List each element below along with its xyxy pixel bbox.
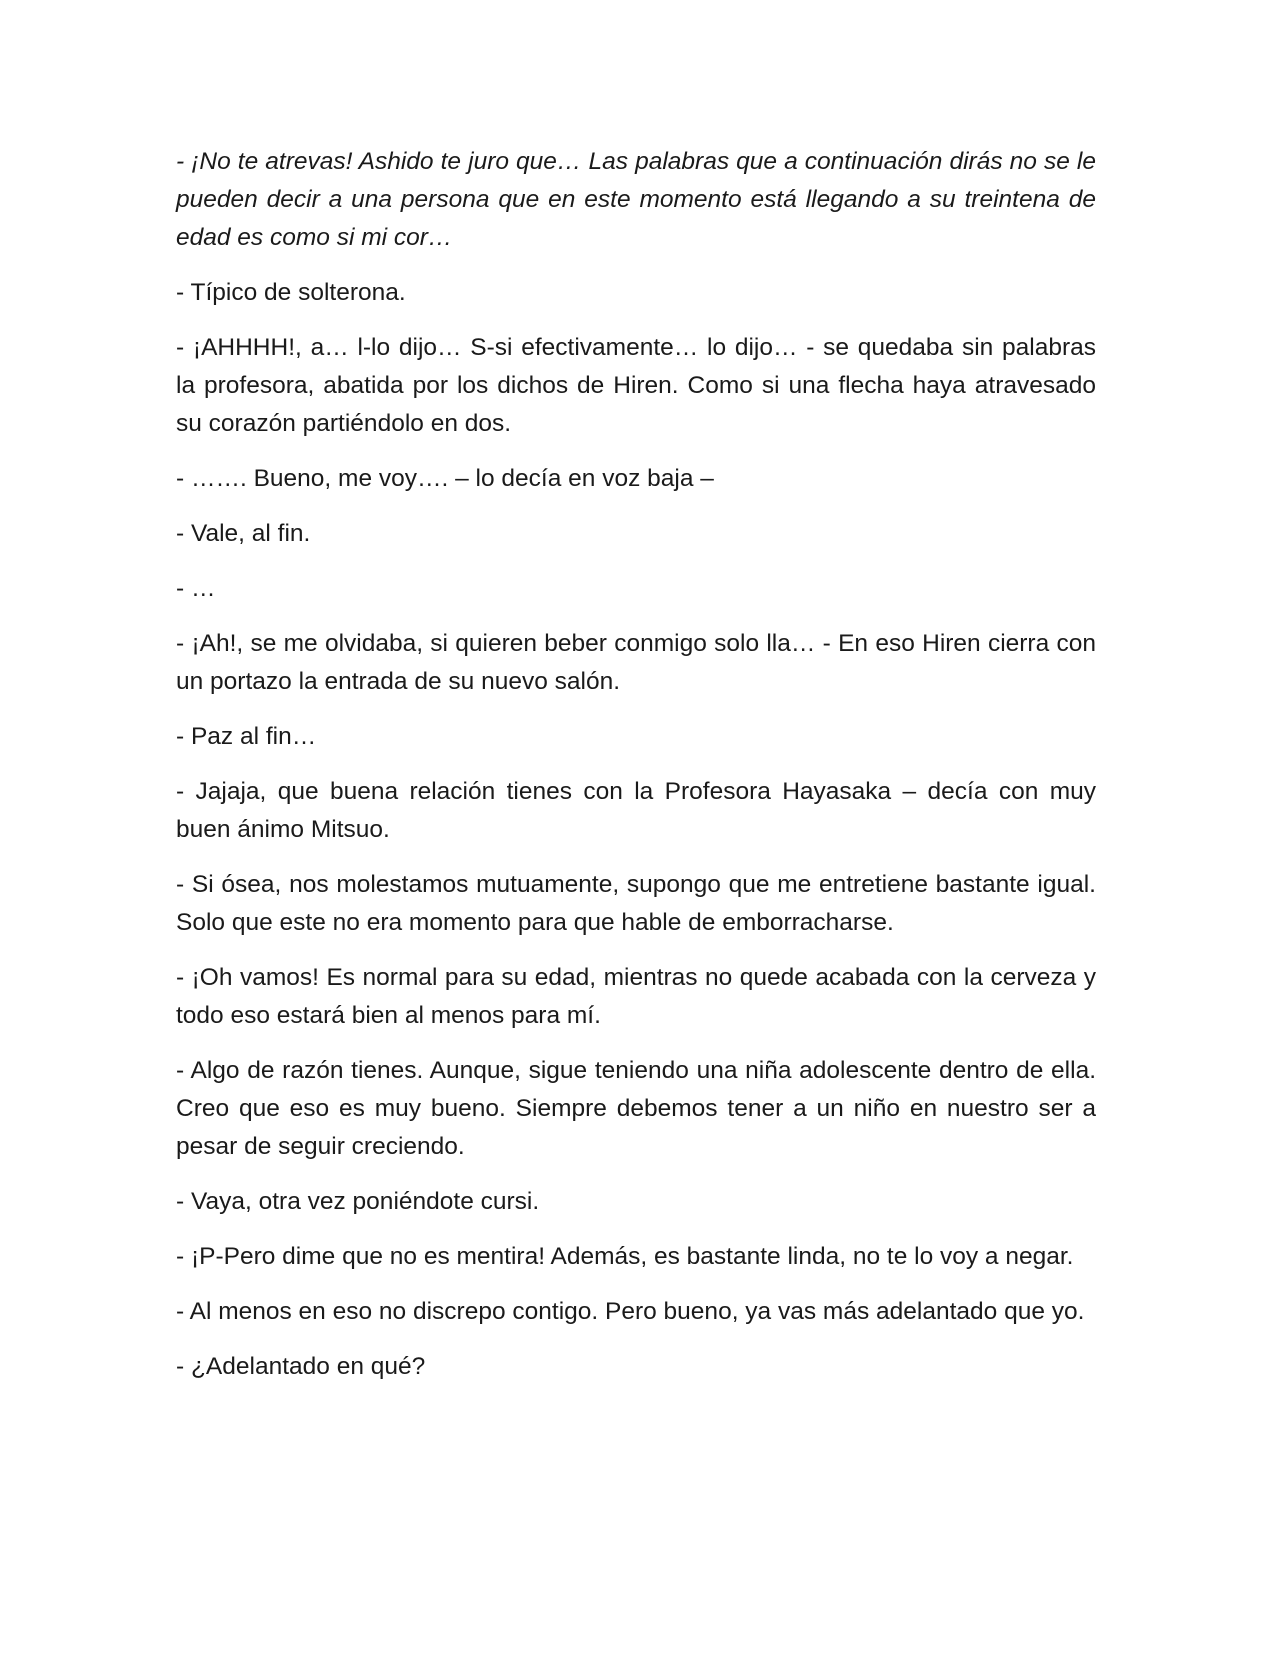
paragraph-10: - Si ósea, nos molestamos mutuamente, supongo que me entretiene bastante igual. Solo que este no era momento para que hable de emborracharse. <box>176 871 1096 936</box>
paragraph-13: - Vaya, otra vez poniéndote cursi. <box>176 1188 540 1215</box>
paragraph-2: - Típico de solterona. <box>176 279 406 306</box>
paragraph-12: - Algo de razón tienes. Aunque, sigue teniendo una niña adolescente dentro de ella. Creo que eso es muy bueno. Siempre debemos tener a un niño en nuestro ser a pesar de seguir creciendo. <box>176 1057 1096 1160</box>
paragraph-9: - Jajaja, que buena relación tienes con la Profesora Hayasaka – decía con muy buen ánimo Mitsuo. <box>176 778 1096 843</box>
paragraph-7: - ¡Ah!, se me olvidaba, si quieren beber conmigo solo lla… - En eso Hiren cierra con un portazo la entrada de su nuevo salón. <box>176 630 1096 695</box>
paragraph-11: - ¡Oh vamos! Es normal para su edad, mientras no quede acabada con la cerveza y todo eso estará bien al menos para mí. <box>176 964 1096 1029</box>
document-page <box>176 143 1096 1403</box>
paragraph-4: - ……. Bueno, me voy…. – lo decía en voz baja – <box>176 465 714 492</box>
paragraph-6: - … <box>176 575 216 602</box>
paragraph-3: - ¡AHHHH!, a… l-lo dijo… S-si efectivamente… lo dijo… - se quedaba sin palabras la profesora, abatida por los dichos de Hiren. Como si una flecha haya atravesado su corazón partiéndolo en dos. <box>176 334 1096 437</box>
paragraph-15: - Al menos en eso no discrepo contigo. Pero bueno, ya vas más adelantado que yo. <box>176 1298 1085 1325</box>
paragraph-5: - Vale, al fin. <box>176 520 311 547</box>
paragraph-14: - ¡P-Pero dime que no es mentira! Además, es bastante linda, no te lo voy a negar. <box>176 1243 1074 1270</box>
paragraph-16: - ¿Adelantado en qué? <box>176 1353 426 1380</box>
paragraph-1: - ¡No te atrevas! Ashido te juro que… Las palabras que a continuación dirás no se le pueden decir a una persona que en este momento está llegando a su treintena de edad es como si mi cor… <box>176 148 1096 251</box>
paragraph-8: - Paz al fin… <box>176 723 317 750</box>
